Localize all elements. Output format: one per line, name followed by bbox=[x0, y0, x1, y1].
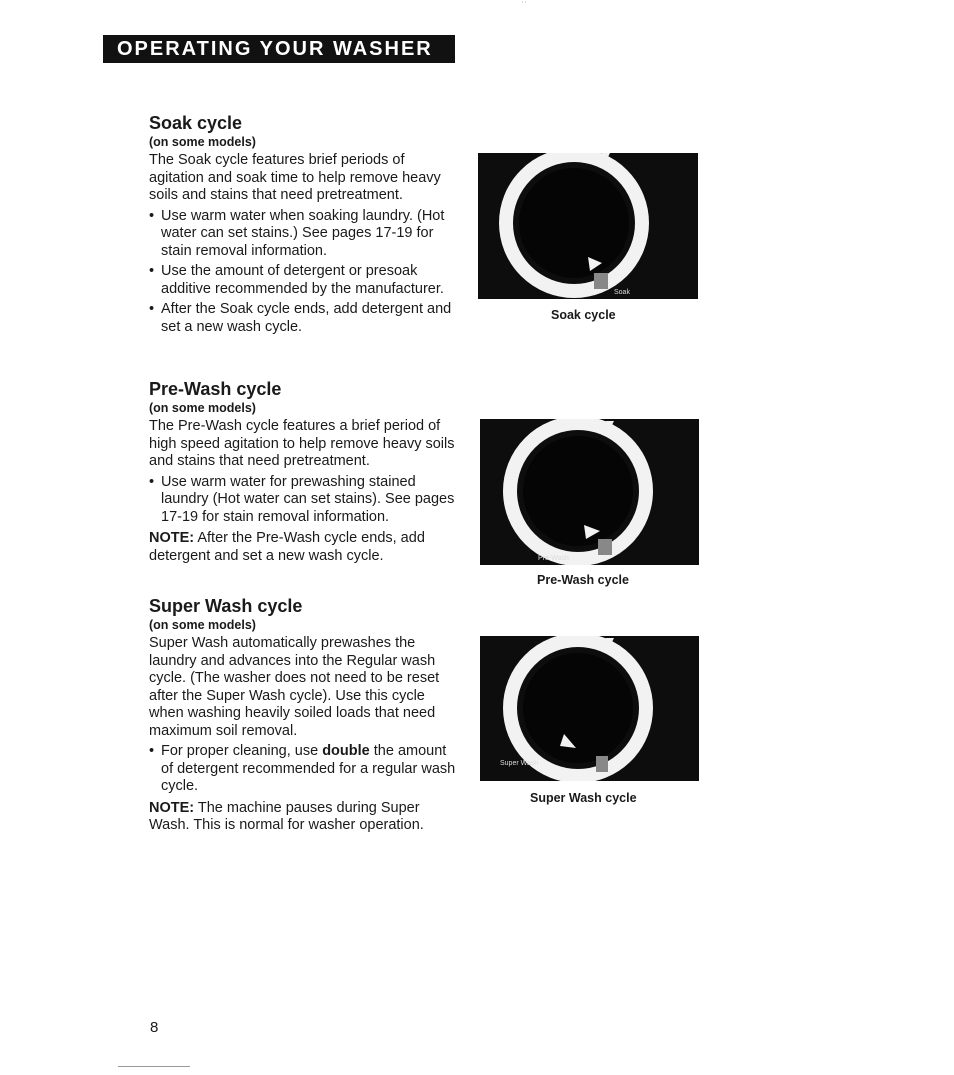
scan-mark: ' ' bbox=[522, 2, 526, 8]
superwash-section bbox=[149, 595, 459, 835]
page-number: 8 bbox=[150, 1019, 159, 1036]
note-text: The machine pauses during Super Wash. This is normal for washer operation. bbox=[149, 799, 424, 833]
prewash-bullet-list bbox=[149, 474, 459, 527]
superwash-bullet bbox=[149, 743, 459, 796]
superwash-intro: Super Wash automatically prewashes the laundry and advances into the Regular wash cycle. (The washer does not need to be reset after the Super Wash cycle). Use this cycle when washing heavily soiled loads that need maximum soil removal. bbox=[149, 635, 440, 739]
dial-knob bbox=[523, 653, 633, 763]
note-label: NOTE: bbox=[149, 530, 195, 546]
footer-rule bbox=[118, 1066, 190, 1067]
superwash-bullet-list bbox=[149, 743, 459, 796]
note-text: After the Pre-Wash cycle ends, add detergent and set a new wash cycle. bbox=[149, 530, 425, 564]
prewash-section bbox=[149, 378, 459, 565]
prewash-dial-figure bbox=[480, 419, 699, 565]
section-header: OPERATING YOUR WASHER bbox=[103, 35, 455, 63]
prewash-intro: The Pre-Wash cycle features a brief period of high speed agitation to help remove heavy soils and stains that need pretreatment. bbox=[149, 418, 455, 469]
soak-bullet-list bbox=[149, 208, 459, 337]
superwash-note bbox=[149, 800, 459, 835]
prewash-heading: Pre-Wash cycle bbox=[149, 379, 282, 399]
dial-highlight bbox=[598, 539, 612, 555]
prewash-note bbox=[149, 530, 459, 565]
soak-section bbox=[149, 112, 459, 339]
dial-icon bbox=[480, 419, 699, 565]
note-label: NOTE: bbox=[149, 799, 195, 816]
soak-bullet: • After the Soak cycle ends, add detergent and set a new wash cycle. bbox=[149, 301, 459, 336]
dial-icon bbox=[478, 153, 698, 299]
dial-cycle-label: Soak bbox=[614, 289, 630, 296]
soak-dial-figure bbox=[478, 153, 698, 299]
prewash-caption: Pre-Wash cycle bbox=[537, 573, 629, 587]
bullet-emphasis: double bbox=[322, 743, 370, 759]
dial-knob bbox=[519, 168, 629, 278]
soak-bullet: • Use warm water when soaking laundry. (Hot water can set stains.) See pages 17-19 for stain removal information. bbox=[149, 208, 459, 261]
prewash-bullet: • Use warm water for prewashing stained laundry (Hot water can set stains). See pages 17-19 for stain removal information. bbox=[149, 474, 459, 527]
soak-bullet: • Use the amount of detergent or presoak additive recommended by the manufacturer. bbox=[149, 263, 459, 298]
soak-heading: Soak cycle bbox=[149, 113, 243, 133]
bullet-text: For proper cleaning, use bbox=[161, 743, 323, 759]
superwash-caption: Super Wash cycle bbox=[530, 791, 637, 805]
superwash-subheading: (on some models) bbox=[149, 618, 256, 632]
dial-cycle-label: Super Wash bbox=[500, 760, 539, 767]
dial-cycle-label: Pre-Wash bbox=[538, 555, 569, 562]
dial-highlight bbox=[596, 756, 608, 772]
superwash-dial-figure bbox=[480, 636, 699, 781]
dial-knob bbox=[523, 436, 633, 546]
bullet-text: the amount of detergent recommended for a regular wash cycle. bbox=[161, 743, 456, 794]
superwash-heading: Super Wash cycle bbox=[149, 596, 303, 616]
prewash-subheading: (on some models) bbox=[149, 401, 256, 415]
soak-caption: Soak cycle bbox=[551, 308, 616, 322]
dial-highlight bbox=[594, 273, 608, 289]
soak-intro: The Soak cycle features brief periods of agitation and soak time to help remove heavy soils and stains that need pretreatment. bbox=[149, 152, 441, 203]
soak-subheading: (on some models) bbox=[149, 135, 256, 149]
